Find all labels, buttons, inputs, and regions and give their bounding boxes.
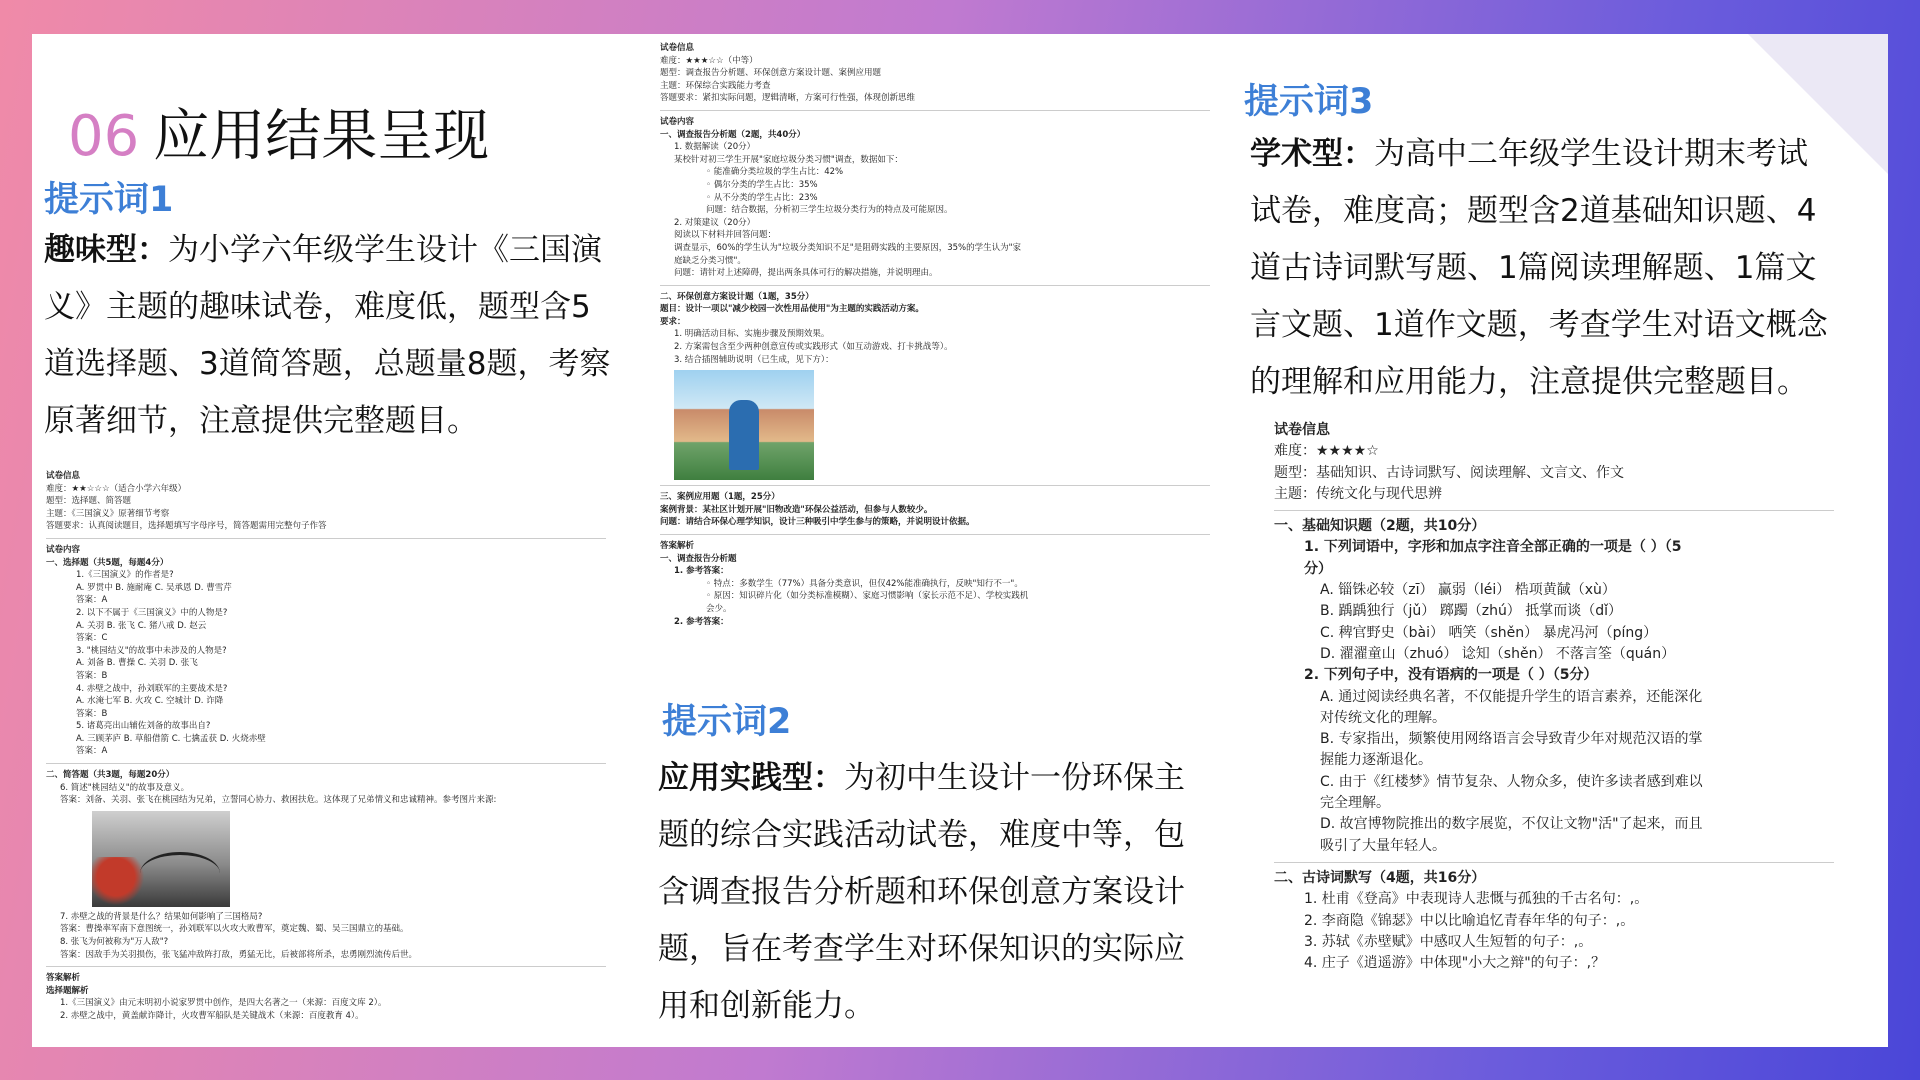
doc-line: 三、案例应用题（1题，25分） (660, 492, 780, 503)
doc-line: 2. 以下不属于《三国演义》中的人物是? (76, 607, 228, 618)
doc-line: 案例背景：某社区计划开展"旧物改造"环保公益活动，但参与人数较少。 (660, 504, 933, 515)
doc-line: 答案解析 (660, 541, 695, 552)
doc-line: 4. 庄子《逍遥游》中体现"小大之辩"的句子：,？ (1304, 955, 1606, 972)
doc-line: 答案：B (76, 708, 108, 719)
prompt2-label: 应用实践型： (658, 760, 844, 796)
doc-line: 试卷内容 (660, 116, 695, 127)
doc-line: 问题：请针对上述障碍，提出两条具体可行的解决措施，并说明理由。 (674, 268, 938, 279)
divider (660, 485, 1210, 486)
doc-line: 2. 对策建议（20分） (674, 217, 756, 228)
doc-line: 3. 苏轼《赤壁赋》中感叹人生短暂的句子：,。 (1304, 933, 1593, 950)
doc-line: 对传统文化的理解。 (1320, 709, 1446, 726)
doc-line: 分） (1304, 560, 1332, 577)
prompt2-heading: 提示词2 (662, 702, 792, 742)
doc-line: 一、选择题（共5题，每题4分） (46, 557, 169, 568)
doc-line: 答案：刘备、关羽、张飞在桃园结为兄弟，立誓同心协力、救困扶危。这体现了兄弟情义和忠诚精神。参考图片来源: (60, 795, 497, 806)
page-title (68, 92, 489, 172)
doc-line: A. 锱铢必较（zī） 赢弱（léi） 梏项黄馘（xù） (1320, 582, 1616, 599)
ink-painting-image (92, 811, 230, 907)
doc-line: 二、环保创意方案设计题（1题，35分） (660, 291, 814, 302)
prompt1-heading: 提示词1 (44, 180, 174, 220)
doc-line: 1. 数据解读（20分） (674, 142, 756, 153)
doc-line: 答案解析 (46, 973, 81, 984)
doc-line: 3. "桃园结义"的故事中未涉及的人物是? (76, 645, 227, 656)
doc-line: B. 踽踽独行（jǔ） 踯躅（zhú） 抵掌而谈（dǐ） (1320, 603, 1623, 620)
doc-line: 1. 下列词语中，字形和加点字注音全部正确的一项是（ ）（5 (1304, 539, 1682, 556)
doc-line: C. 由于《红楼梦》情节复杂、人物众多，使许多读者感到难以 (1320, 773, 1703, 790)
doc-line: 1. 明确活动目标、实施步骤及预期效果。 (674, 329, 830, 340)
divider (1274, 862, 1834, 863)
divider (660, 110, 1210, 111)
doc-line: 3. 结合插图辅助说明（已生成，见下方）： (674, 354, 834, 365)
doc-line: 题型：调查报告分析题、环保创意方案设计题、案例应用题 (660, 68, 882, 79)
doc-line: 2. 方案需包含至少两种创意宣传或实践形式（如互动游戏、打卡挑战等）。 (674, 342, 953, 353)
title-text: 应用结果呈现 (153, 104, 490, 169)
doc-line: C. 稗官野史（bài） 哂笑（shěn） 暴虎冯河（píng） (1320, 624, 1658, 641)
doc-line: 难度：★★☆☆☆（适合小学六年级） (46, 483, 187, 494)
doc-line: 一、调查报告分析题（2题，共40分） (660, 129, 806, 140)
doc-line: 难度：★★★★☆ (1274, 443, 1379, 460)
doc-line: D. 故宫博物院推出的数字展览，不仅让文物"活"了起来，而且 (1320, 816, 1703, 833)
divider (46, 763, 606, 764)
doc-line: 二、古诗词默写（4题，共16分） (1274, 869, 1486, 886)
doc-line: 某校针对初三学生开展"家庭垃圾分类习惯"调查，数据如下： (674, 154, 903, 165)
doc-line: 2. 李商隐《锦瑟》中以比喻追忆青春年华的句子：,。 (1304, 912, 1635, 929)
doc-line: 6. 简述"桃园结义"的故事及意义。 (60, 782, 190, 793)
doc-line: ◦ 从不分类的学生占比：23% (706, 192, 818, 203)
prompt3-label: 学术型： (1250, 136, 1374, 172)
doc-line: 7. 赤壁之战的背景是什么？结果如何影响了三国格局? (60, 911, 263, 922)
doc-line: 试卷内容 (46, 544, 81, 555)
doc-line: 二、简答题（共3题，每题20分） (46, 770, 175, 781)
doc-line: 试卷信息 (1274, 422, 1330, 438)
doc-line: 答案：因敌手为关羽损伤，张飞猛冲敌阵打敌，勇猛无比，后被部将所杀，忠勇刚烈流传后世。 (60, 949, 418, 960)
prompt1-label: 趣味型： (44, 232, 168, 268)
doc-line: 答案：A (76, 746, 108, 757)
divider (660, 534, 1210, 535)
doc-line: 完全理解。 (1320, 795, 1390, 812)
doc-line: 答案：A (76, 595, 108, 606)
doc-line: A. 水淹七军 B. 火攻 C. 空城计 D. 诈降 (76, 696, 224, 707)
doc-line: 答题要求：认真阅读题目，选择题填写字母序号，简答题需用完整句子作答 (46, 521, 327, 532)
doc-line: 4. 赤壁之战中，孙刘联军的主要战术是? (76, 683, 228, 694)
divider (46, 966, 606, 967)
doc-line: 试卷信息 (660, 43, 695, 53)
doc-line: 阅读以下材料并回答问题： (674, 230, 777, 241)
doc-line: ◦ 特点：多数学生（77%）具备分类意识，但仅42%能准确执行，反映"知行不一"。 (706, 578, 1023, 589)
doc-line: ◦ 原因：知识碎片化（如分类标准模糊）、家庭习惯影响（家长示范不足）、学校实践机 (706, 591, 1029, 602)
doc-line: 握能力逐渐退化。 (1320, 752, 1432, 769)
divider (1274, 510, 1834, 511)
doc-line: 一、调查报告分析题 (660, 553, 737, 564)
exam-screenshot-1 (46, 470, 606, 1046)
doc-line: 5. 诸葛亮出山辅佐刘备的故事出自? (76, 721, 211, 732)
doc-line: 调查显示，60%的学生认为"垃圾分类知识不足"是阻碍实践的主要原因，35%的学生认为"家 (674, 242, 1022, 253)
divider (660, 285, 1210, 286)
prompt2-text: 应用实践型：为初中生设计一份环保主 题的综合实践活动试卷，难度中等，包 含调查报告分析题和环保创意方案设计 题，旨在考查学生对环保知识的实际应 用和创新能力。 (658, 760, 1185, 1024)
doc-line: 庭缺乏分类习惯"。 (674, 255, 746, 266)
doc-line: A. 刘备 B. 曹操 C. 关羽 D. 张飞 (76, 658, 198, 669)
doc-line: 难度：★★★☆☆（中等） (660, 55, 758, 66)
doc-line: 一、基础知识题（2题，共10分） (1274, 518, 1486, 535)
doc-line: 2. 赤壁之战中，黄盖献诈降计，火攻曹军船队是关键战术（来源：百度教育 4）。 (60, 1011, 364, 1021)
title-number: 06 (68, 104, 140, 169)
doc-line: 1.《三国演义》的作者是? (76, 570, 174, 581)
doc-line: 选择题解析 (46, 985, 89, 996)
prompt3-text: 学术型：为高中二年级学生设计期末考试 试卷，难度高；题型含2道基础知识题、4 道古诗词默写题、1篇阅读理解题、1篇文 言文题、1道作文题，考查学生对语文概念 的理解和应用能力，注意提供完整题目。 (1250, 136, 1828, 400)
doc-line: B. 专家指出，频繁使用网络语言会导致青少年对规范汉语的掌 (1320, 731, 1703, 748)
doc-line: 题型：基础知识、古诗词默写、阅读理解、文言文、作文 (1274, 464, 1624, 481)
doc-line: 主题：环保综合实践能力考查 (660, 80, 771, 91)
doc-line: 试卷信息 (46, 471, 81, 481)
doc-line: A. 关羽 B. 张飞 C. 猪八戒 D. 赵云 (76, 620, 207, 631)
doc-line: A. 通过阅读经典名著，不仅能提升学生的语言素养，还能深化 (1320, 688, 1703, 705)
prompt3-heading: 提示词3 (1244, 82, 1374, 122)
doc-line: 2. 参考答案： (674, 616, 729, 627)
doc-line: 1. 参考答案： (674, 566, 729, 577)
doc-line: 答题要求：紧扣实际问题，逻辑清晰，方案可行性强，体现创新思维 (660, 93, 916, 104)
slide (32, 34, 1888, 1047)
exam-screenshot-2 (660, 42, 1210, 702)
doc-line: 吸引了大量年轻人。 (1320, 837, 1446, 854)
exam-screenshot-3 (1274, 420, 1834, 1047)
doc-line: D. 濯濯童山（zhuó） 谂知（shěn） 不落言筌（quán） (1320, 645, 1676, 662)
eco-illustration-image (674, 370, 814, 480)
doc-line: 题型：选择题、简答题 (46, 496, 132, 507)
doc-line: 1.《三国演义》由元末明初小说家罗贯中创作，是四大名著之一（来源：百度文库 2）。 (60, 998, 387, 1009)
doc-line: 答案：曹操率军南下意图统一，孙刘联军以火攻大败曹军，奠定魏、蜀、吴三国鼎立的基础。 (60, 924, 409, 935)
doc-line: 问题：请结合环保心理学知识，设计三种吸引中学生参与的策略，并说明设计依据。 (660, 517, 975, 528)
doc-line: A. 三顾茅庐 B. 草船借箭 C. 七擒孟获 D. 火烧赤壁 (76, 733, 266, 744)
doc-line: 主题：传统文化与现代思辨 (1274, 485, 1442, 502)
doc-line: 要求： (660, 316, 686, 327)
doc-line: 2. 下列句子中，没有语病的一项是（ ）（5分） (1304, 667, 1598, 684)
doc-line: 答案：C (76, 633, 108, 644)
doc-line: 主题：《三国演义》原著细节考察 (46, 508, 170, 519)
divider (46, 538, 606, 539)
doc-line: 会少。 (706, 604, 732, 614)
doc-line: 题目：设计一项以"减少校园一次性用品使用"为主题的实践活动方案。 (660, 304, 924, 315)
doc-line: 问题：结合数据，分析初三学生垃圾分类行为的特点及可能原因。 (706, 205, 953, 216)
doc-line: 答案：B (76, 670, 108, 681)
doc-line: A. 罗贯中 B. 施耐庵 C. 吴承恩 D. 曹雪芹 (76, 582, 232, 593)
doc-line: 8. 张飞为何被称为"万人敌"? (60, 937, 169, 948)
doc-line: ◦ 偶尔分类的学生占比：35% (706, 179, 818, 190)
doc-line: 1. 杜甫《登高》中表现诗人悲慨与孤独的千古名句：,。 (1304, 891, 1649, 908)
doc-line: ◦ 能准确分类垃圾的学生占比：42% (706, 167, 844, 178)
prompt1-text: 趣味型：为小学六年级学生设计《三国演 义》主题的趣味试卷，难度低，题型含5 道选择题、3道简答题，总题量8题，考察 原著细节，注意提供完整题目。 (44, 232, 611, 439)
